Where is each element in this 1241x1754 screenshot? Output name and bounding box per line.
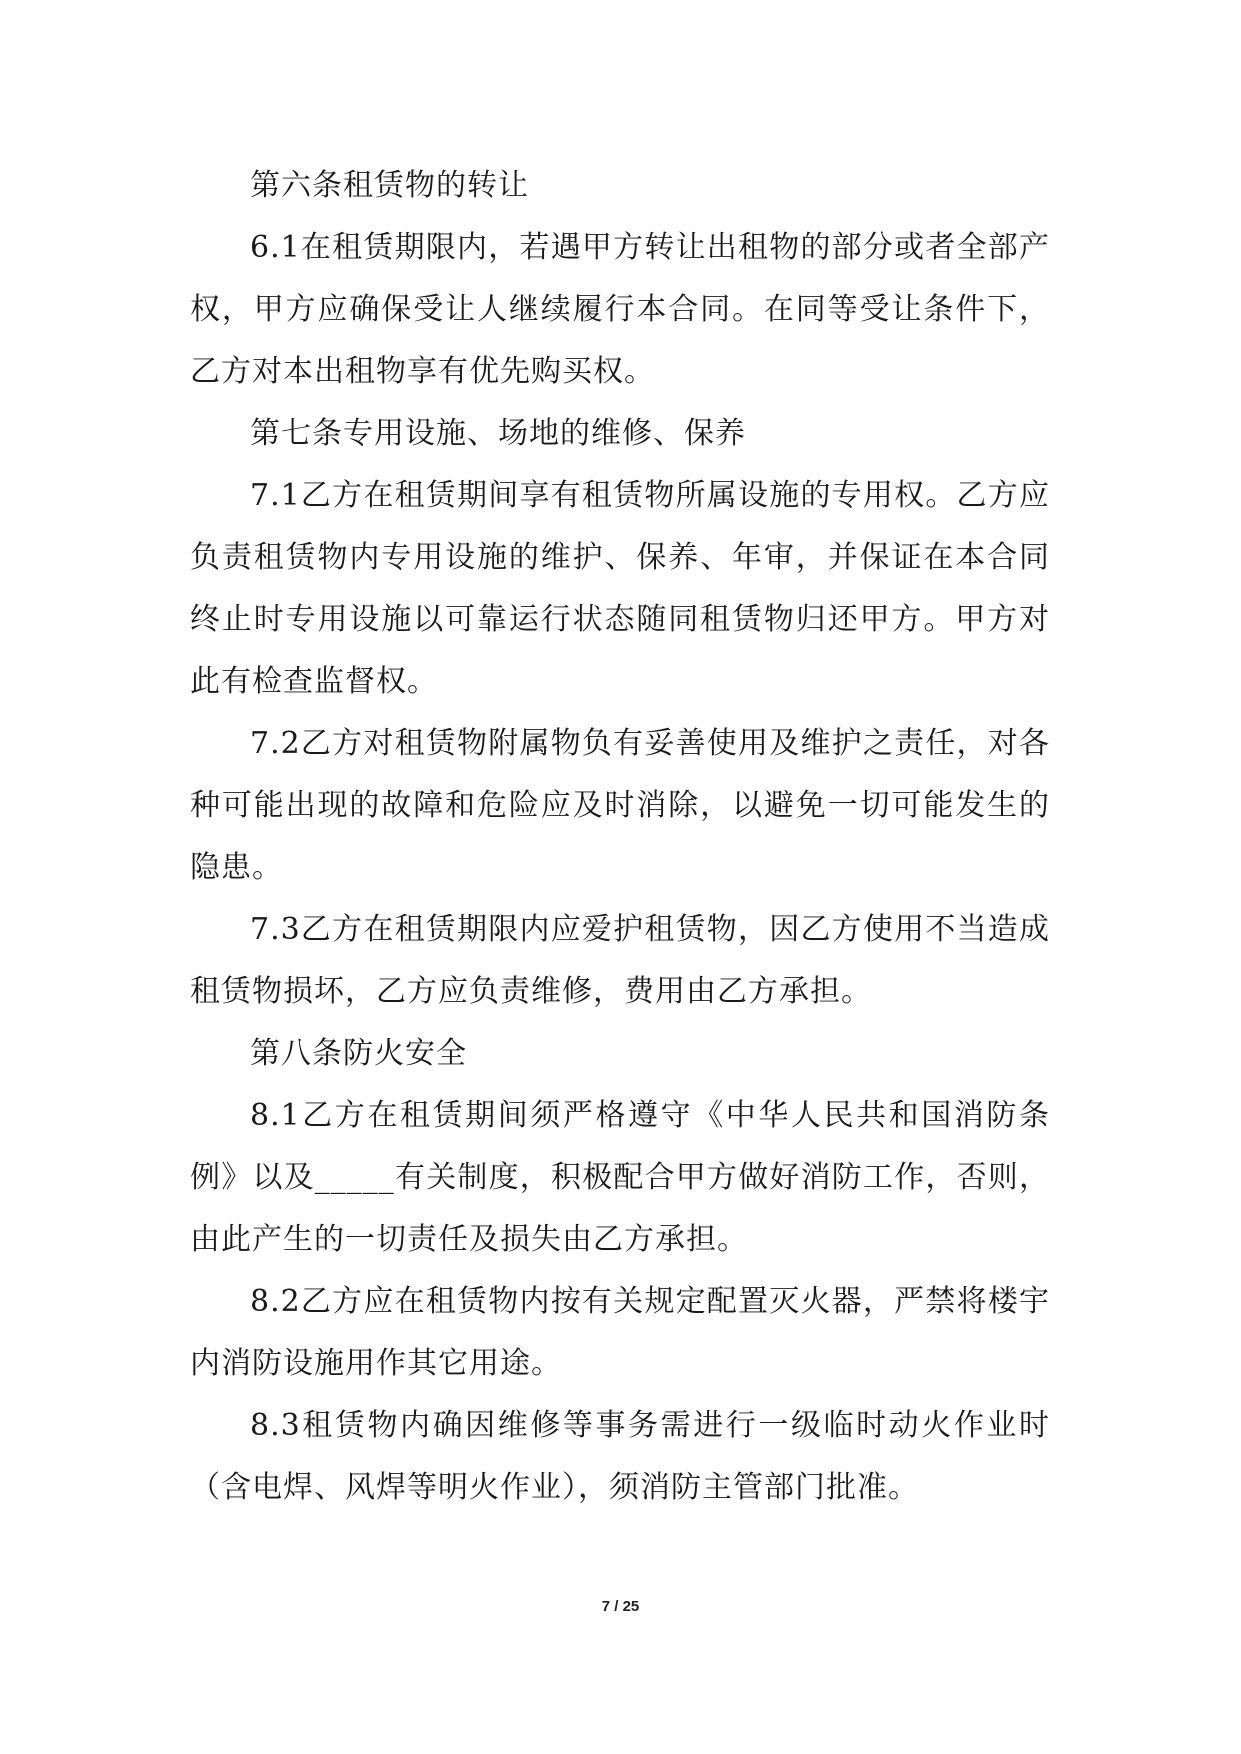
page-number: 7 / 25 (601, 1598, 640, 1615)
clause-8-2: 8.2乙方应在租赁物内按有关规定配置灭火器，严禁将楼宇内消防设施用作其它用途。 (190, 1284, 1050, 1381)
clause-7-3: 7.3乙方在租赁期限内应爱护租赁物，因乙方使用不当造成租赁物损坏，乙方应负责维修，费用由乙方承担。 (190, 912, 1050, 1009)
section-heading-7: 第七条专用设施、场地的维修、保养 (250, 416, 746, 451)
document-body (190, 155, 1050, 1519)
clause-7-1: 7.1乙方在租赁期间享有租赁物所属设施的专用权。乙方应负责租赁物内专用设施的维护、保养、年审，并保证在本合同终止时专用设施以可靠运行状态随同租赁物归还甲方。甲方对此有检查监督权。 (190, 478, 1050, 699)
clause-6-1: 6.1在租赁期限内，若遇甲方转让出租物的部分或者全部产权，甲方应确保受让人继续履行本合同。在同等受让条件下，乙方对本出租物享有优先购买权。 (190, 230, 1050, 389)
section-heading-6: 第六条租赁物的转让 (250, 168, 529, 203)
section-heading-8: 第八条防火安全 (250, 1036, 467, 1071)
clause-7-2: 7.2乙方对租赁物附属物负有妥善使用及维护之责任，对各种可能出现的故障和危险应及时消除，以避免一切可能发生的隐患。 (190, 726, 1050, 885)
clause-8-1: 8.1乙方在租赁期间须严格遵守《中华人民共和国消防条例》以及_____有关制度，积极配合甲方做好消防工作，否则，由此产生的一切责任及损失由乙方承担。 (190, 1098, 1050, 1257)
clause-8-3: 8.3租赁物内确因维修等事务需进行一级临时动火作业时（含电焊、风焊等明火作业），须消防主管部门批准。 (190, 1408, 1050, 1505)
